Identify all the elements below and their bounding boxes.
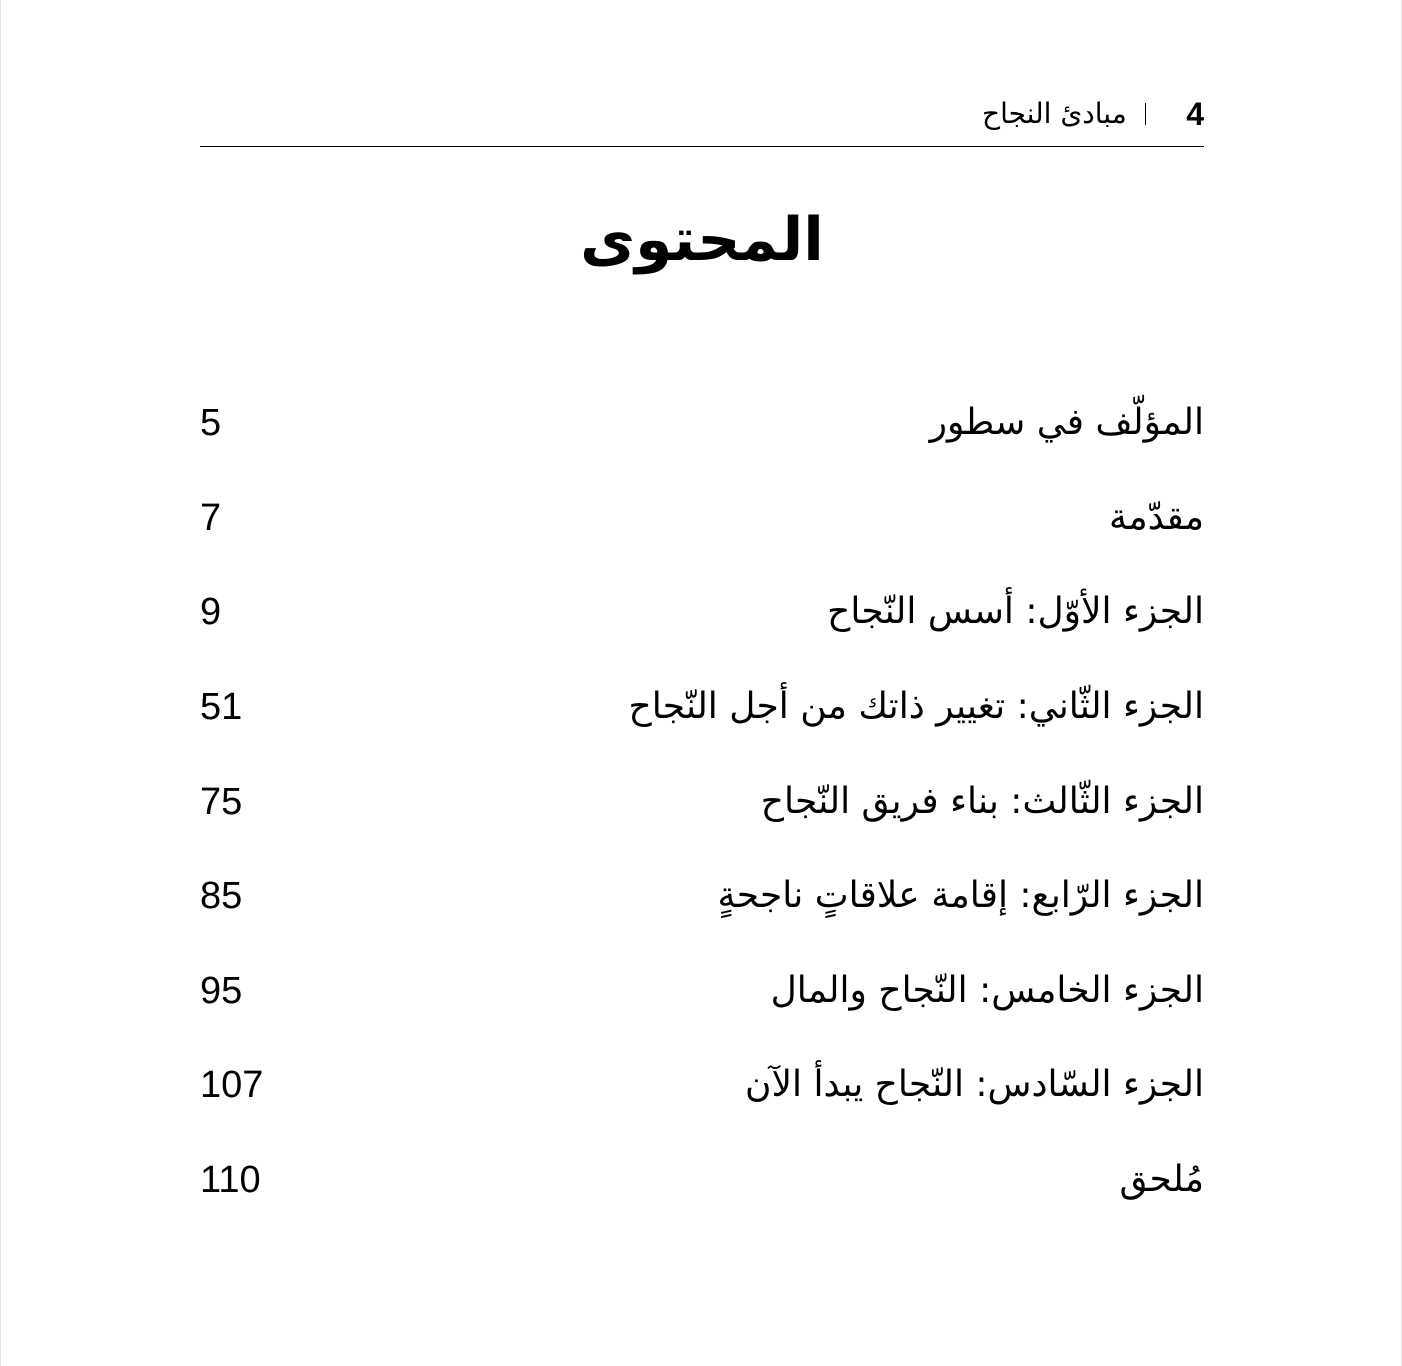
toc-entry-page: 110 [200,1159,261,1202]
toc-entry-label: مقدّمة [1109,496,1204,538]
toc-entry[interactable] [200,1038,1204,1133]
toc-entry[interactable] [200,660,1204,755]
header-separator [1145,103,1147,125]
toc-entry[interactable] [200,754,1204,849]
toc-entry-page: 9 [200,591,222,634]
toc-entry[interactable] [200,849,1204,944]
toc-entry-page: 95 [200,969,243,1012]
header-content [982,94,1204,134]
toc-list [200,376,1204,1227]
toc-entry-label: المؤلّف في سطور [929,402,1204,444]
toc-entry-label: الجزء الثّاني: تغيير ذاتك من أجل النّجاح [628,686,1204,728]
page-header [200,92,1204,147]
toc-entry-label: الجزء السّادس: النّجاح يبدأ الآن [745,1064,1204,1106]
page-number: 4 [1186,96,1204,132]
toc-entry[interactable] [200,1133,1204,1228]
toc-entry-label: الجزء الثّالث: بناء فريق النّجاح [760,780,1204,822]
toc-entry-label: الجزء الأوّل: أسس النّجاح [827,591,1204,633]
toc-entry[interactable] [200,376,1204,471]
toc-entry-label: مُلحق [1119,1159,1204,1201]
toc-entry-page: 7 [200,496,222,539]
toc-entry-page: 107 [200,1064,264,1107]
toc-title: المحتوى [580,205,824,275]
toc-entry[interactable] [200,471,1204,566]
toc-entry-page: 75 [200,780,243,823]
toc-entry-label: الجزء الرّابع: إقامة علاقاتٍ ناجحةٍ [717,875,1204,917]
toc-entry-page: 51 [200,686,243,729]
toc-entry-page: 5 [200,402,222,445]
toc-entry[interactable] [200,944,1204,1039]
running-title: مبادئ النجاح [982,97,1127,130]
toc-entry-label: الجزء الخامس: النّجاح والمال [770,969,1204,1011]
toc-entry-page: 85 [200,875,243,918]
toc-entry[interactable] [200,565,1204,660]
